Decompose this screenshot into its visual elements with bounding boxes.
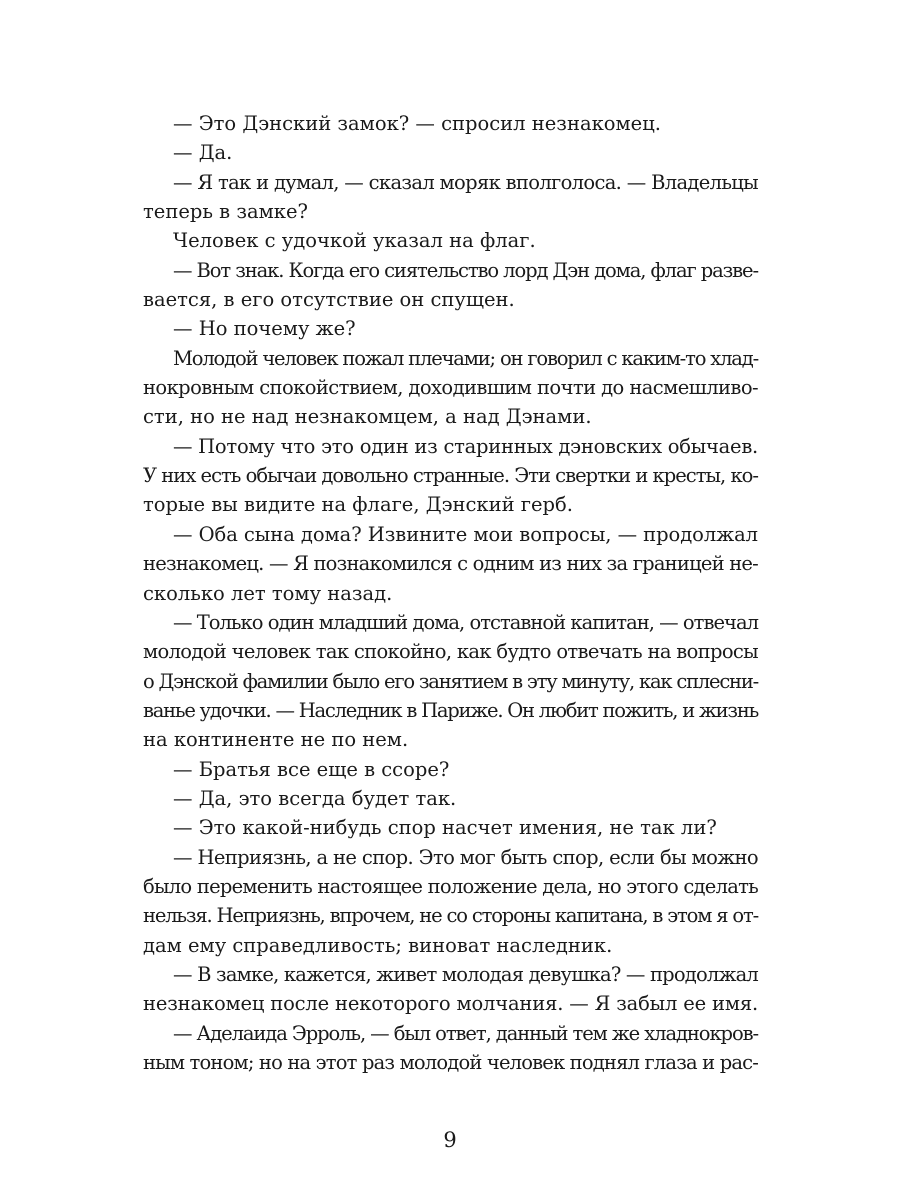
text-line: ным тоном; но на этот раз молодой человек поднял глаза и рас-	[143, 1051, 758, 1074]
body-text	[143, 109, 758, 1077]
text-line: Человек с удочкой указал на флаг.	[173, 229, 536, 253]
text-line: — Потому что это один из старинных дэновских обычаев.	[173, 434, 758, 458]
text-line: — В замке, кажется, живет молодая девушка? — продолжал	[173, 962, 758, 986]
text-line: сти, но не над незнакомцем, а над Дэнами.	[143, 405, 592, 429]
text-line: — Аделаида Эрроль, — был ответ, данный тем же хладнокров-	[173, 1021, 758, 1045]
text-line: — Оба сына дома? Извините мои вопросы, — продолжал	[173, 522, 758, 546]
text-line: незнакомец. — Я познакомился с одним из них за границей не-	[143, 552, 758, 576]
text-line: — Это какой-нибудь спор насчет имения, не так ли?	[173, 816, 717, 840]
text-line: было переменить настоящее положение дела, но этого сделать	[143, 874, 758, 898]
text-line: теперь в замке?	[143, 200, 308, 224]
text-line: торые вы видите на флаге, Дэнский герб.	[143, 493, 573, 517]
text-line: — Да, это всегда будет так.	[173, 786, 457, 810]
text-line: на континенте не по нем.	[143, 728, 409, 752]
text-line: У них есть обычаи довольно странные. Эти свертки и кресты, ко-	[143, 464, 758, 488]
text-line: — Братья все еще в ссоре?	[173, 757, 450, 781]
text-line: нельзя. Неприязнь, впрочем, не со стороны капитана, в этом я от-	[143, 904, 758, 928]
text-line: сколько лет тому назад.	[143, 581, 393, 605]
text-line: вается, в его отсутствие он спущен.	[143, 288, 515, 312]
text-line: Молодой человек пожал плечами; он говорил с каким-то хлад-	[173, 346, 758, 370]
text-line: — Вот знак. Когда его сиятельство лорд Дэн дома, флаг разве-	[173, 258, 758, 282]
text-line: — Только один младший дома, отставной капитан, — отвечал	[173, 610, 758, 634]
text-line: молодой человек так спокойно, как будто отвечать на вопросы	[143, 640, 759, 664]
page-number: 9	[443, 1128, 457, 1152]
text-line: — Но почему же?	[173, 317, 356, 341]
text-line: — Да.	[173, 141, 233, 165]
text-line: ванье удочки. — Наследник в Париже. Он любит пожить, и жизнь	[143, 698, 758, 722]
text-line: дам ему справедливость; виноват наследник.	[143, 933, 613, 957]
text-line: нокровным спокойствием, доходившим почти до насмешливо-	[143, 376, 758, 400]
text-line: о Дэнской фамилии было его занятием в эту минуту, как сплесни-	[143, 669, 758, 693]
text-line: — Я так и думал, — сказал моряк вполголоса. — Владельцы	[173, 170, 758, 194]
text-line: незнакомец после некоторого молчания. — Я забыл ее имя.	[143, 992, 758, 1016]
text-line: — Неприязнь, а не спор. Это мог быть спор, если бы можно	[173, 845, 758, 869]
text-line: — Это Дэнский замок? — спросил незнакомец.	[173, 112, 661, 135]
